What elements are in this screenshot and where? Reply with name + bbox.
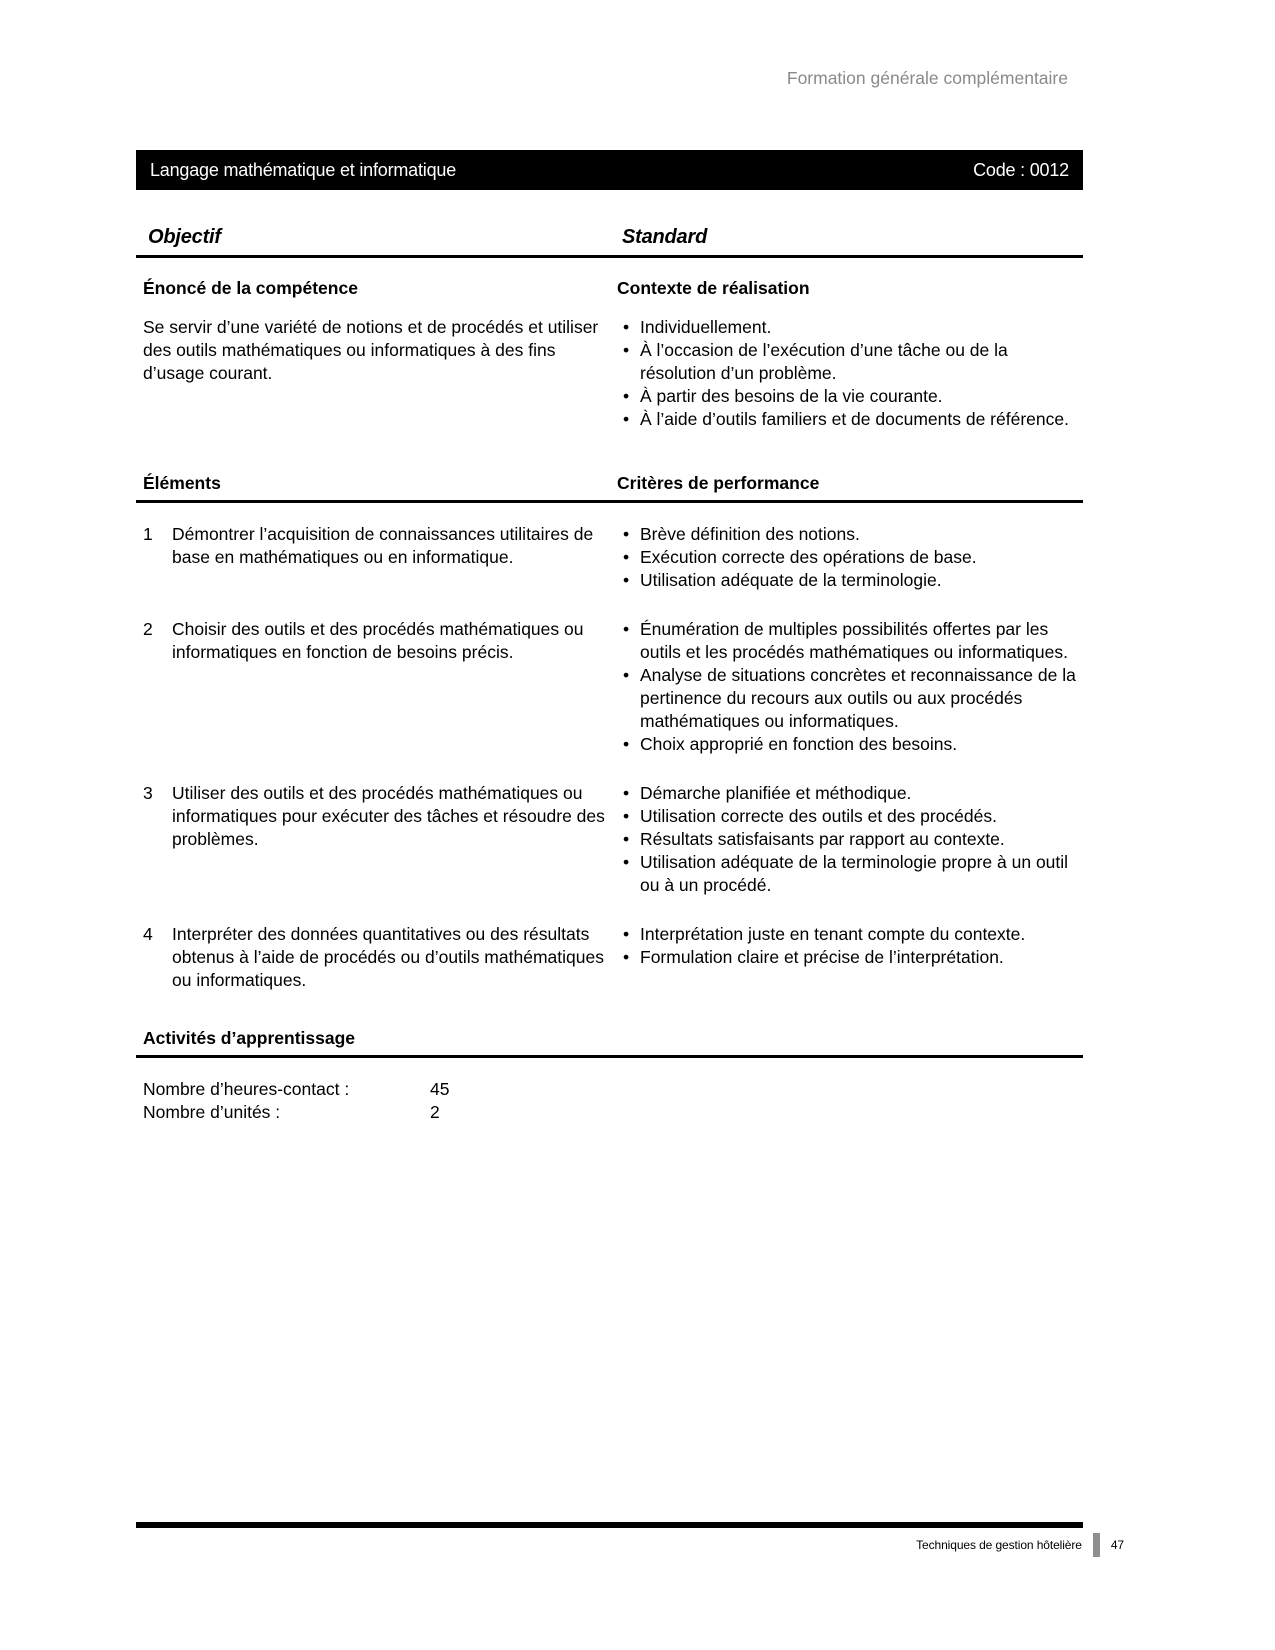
element-text: Interpréter des données quantitatives ou des résultats obtenus à l’aide de procédés ou d’outils mathématiques ou informatiques. [172, 924, 604, 990]
bullet-icon: • [623, 734, 630, 754]
list-item: • Brève définition des notions. [623, 524, 860, 544]
list-item: • À l’aide d’outils familiers et de documents de référence. [623, 409, 1069, 429]
units-label: Nombre d’unités : [143, 1102, 281, 1122]
list-item: • Formulation claire et précise de l’interprétation. [623, 947, 1004, 967]
elements-criteres-list [136, 523, 1083, 992]
element-text: Utiliser des outils et des procédés mathématiques ou informatiques pour exécuter des tâches et résoudre des problèmes. [172, 783, 605, 849]
list-item: • Choix approprié en fonction des besoins. [623, 734, 958, 754]
element-number: 1 [143, 524, 153, 544]
bullet-list [617, 523, 1083, 592]
element-row-3 [136, 782, 1083, 897]
elements-criteres-headings-row [136, 473, 1083, 494]
bullet-icon: • [623, 619, 630, 639]
criteres-group [617, 782, 1083, 897]
hours-value: 45 [430, 1079, 450, 1099]
list-item: • À partir des besoins de la vie courante. [623, 386, 943, 406]
criteres-group [617, 618, 1083, 756]
list-item: • Résultats satisfaisants par rapport au contexte. [623, 829, 1005, 849]
section-rule [136, 500, 1083, 503]
list-item: • Analyse de situations concrètes et reconnaissance de la pertinence du recours aux outils ou aux procédés mathématiques ou informatiques. [623, 665, 1076, 731]
enonce-heading: Énoncé de la compétence [143, 278, 358, 298]
course-code: Code : 0012 [973, 159, 1069, 180]
contexte-heading: Contexte de réalisation [617, 278, 810, 298]
objectif-heading: Objectif [148, 226, 221, 248]
bullet-icon: • [623, 947, 630, 967]
element-item [136, 782, 617, 897]
bullet-icon: • [623, 852, 630, 872]
list-item: • Individuellement. [623, 317, 772, 337]
standard-heading: Standard [622, 226, 708, 248]
element-row-2 [136, 618, 1083, 756]
footer-rule [136, 1522, 1083, 1528]
competence-content-row [136, 316, 1083, 431]
criteres-heading: Critères de performance [617, 473, 820, 493]
element-number: 4 [143, 924, 153, 944]
bullet-icon: • [623, 783, 630, 803]
bullet-icon: • [623, 317, 630, 337]
bullet-list [617, 923, 1083, 969]
bullet-icon: • [623, 665, 630, 685]
list-item: • Exécution correcte des opérations de base. [623, 547, 977, 567]
bullet-icon: • [623, 570, 630, 590]
competence-headings-row [136, 278, 1083, 299]
section-rule [136, 1055, 1083, 1058]
element-row-4 [136, 923, 1083, 992]
bullet-icon: • [623, 924, 630, 944]
bullet-list [617, 782, 1083, 897]
bullet-icon: • [623, 829, 630, 849]
criteres-group [617, 923, 1083, 992]
list-item: • Interprétation juste en tenant compte du contexte. [623, 924, 1026, 944]
course-title: Langage mathématique et informatique [150, 159, 457, 180]
element-text: Choisir des outils et des procédés mathématiques ou informatiques en fonction de besoins précis. [172, 619, 584, 662]
activites-row [136, 1101, 1083, 1124]
units-value: 2 [430, 1102, 440, 1122]
footer-program-name: Techniques de gestion hôtelière [916, 1538, 1082, 1552]
criteres-group [617, 523, 1083, 592]
enonce-text: Se servir d’une variété de notions et de procédés et utiliser des outils mathématiques ou informatiques à des fins d’usage courant. [143, 317, 599, 383]
elements-heading: Éléments [143, 473, 221, 493]
element-number: 3 [143, 783, 153, 803]
section-rule [136, 255, 1083, 258]
footer-page-number: 47 [1110, 1538, 1124, 1552]
list-item: • Utilisation adéquate de la terminologie propre à un outil ou à un procédé. [623, 852, 1069, 895]
element-item [136, 618, 617, 756]
main-content [136, 226, 1083, 1124]
activites-rows [136, 1078, 1083, 1124]
bullet-icon: • [623, 340, 630, 360]
activites-heading: Activités d’apprentissage [143, 1028, 356, 1048]
bullet-icon: • [623, 547, 630, 567]
bullet-icon: • [623, 806, 630, 826]
running-header: Formation générale complémentaire [786, 68, 1068, 88]
list-item: • Énumération de multiples possibilités offertes par les outils et les procédés mathématiques ou informatiques. [623, 619, 1069, 662]
bullet-list [617, 316, 1083, 431]
list-item: • Utilisation adéquate de la terminologie. [623, 570, 942, 590]
element-item [136, 923, 617, 992]
objectif-standard-row [136, 226, 1083, 249]
page-footer [136, 1533, 1124, 1557]
element-text: Démontrer l’acquisition de connaissances utilitaires de base en mathématiques ou en informatique. [172, 524, 594, 567]
element-row-1 [136, 523, 1083, 592]
bullet-icon: • [623, 386, 630, 406]
bullet-list [617, 618, 1083, 756]
bullet-icon: • [623, 409, 630, 429]
bullet-icon: • [623, 524, 630, 544]
list-item: • Utilisation correcte des outils et des procédés. [623, 806, 997, 826]
contexte-bullets [617, 316, 1083, 431]
element-number: 2 [143, 619, 153, 639]
course-title-bar [136, 150, 1083, 190]
footer-separator [1093, 1533, 1100, 1557]
list-item: • Démarche planifiée et méthodique. [623, 783, 912, 803]
element-item [136, 523, 617, 592]
hours-label: Nombre d’heures-contact : [143, 1079, 350, 1099]
list-item: • À l’occasion de l’exécution d’une tâche ou de la résolution d’un problème. [623, 340, 1008, 383]
activites-row [136, 1078, 1083, 1101]
